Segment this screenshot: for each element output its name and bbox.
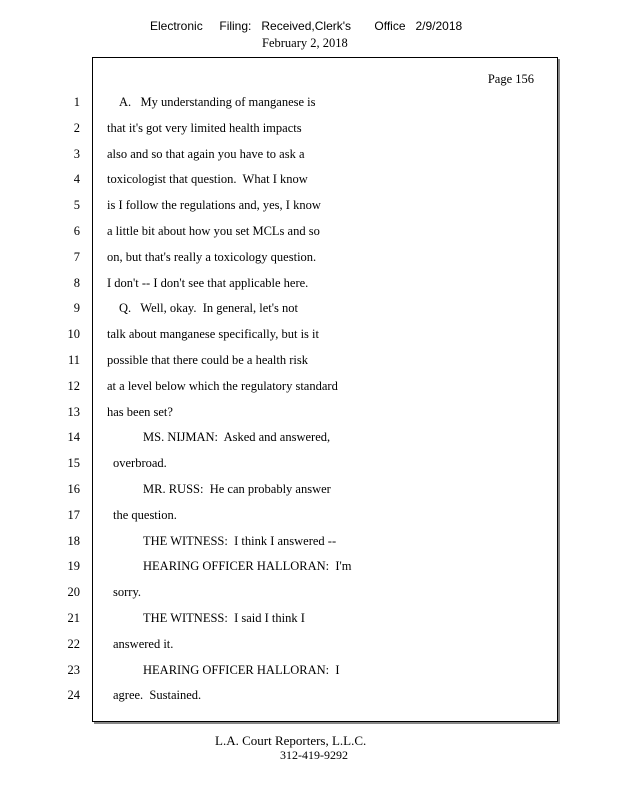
transcript-line: HEARING OFFICER HALLORAN: I [143, 663, 340, 677]
transcript-line: talk about manganese specifically, but is it [107, 327, 319, 341]
filing-stamp-line: Electronic Filing: Received,Clerk's Office 2/9/2018 [150, 19, 463, 33]
line-number: 18 [67, 534, 80, 548]
page-number: Page 156 [487, 72, 534, 86]
line-number: 15 [67, 456, 80, 470]
line-number: 1 [73, 95, 80, 109]
transcript-line: toxicologist that question. What I know [107, 172, 308, 186]
filing-stamp-header [0, 19, 618, 53]
transcript-line: THE WITNESS: I said I think I [143, 611, 305, 625]
line-number: 4 [73, 172, 80, 186]
line-number: 23 [67, 663, 80, 677]
transcript-line: answered it. [113, 637, 174, 651]
line-number: 12 [67, 379, 80, 393]
line-number: 16 [67, 482, 80, 496]
line-number: 24 [67, 688, 80, 702]
transcript-line: that it's got very limited health impacts [107, 121, 302, 135]
footer-company: L.A. Court Reporters, L.L.C. [215, 733, 367, 748]
line-number: 17 [67, 508, 80, 522]
line-number: 20 [67, 585, 80, 599]
line-number: 7 [73, 250, 80, 264]
filing-date: February 2, 2018 [262, 36, 348, 50]
transcript-line: has been set? [107, 405, 173, 419]
transcript-line: A. My understanding of manganese is [119, 95, 316, 109]
transcript-line: a little bit about how you set MCLs and so [107, 224, 320, 238]
transcript-line: MR. RUSS: He can probably answer [143, 482, 331, 496]
footer-phone: 312-419-9292 [280, 748, 348, 762]
transcript-line: MS. NIJMAN: Asked and answered, [143, 430, 331, 444]
transcript-line: is I follow the regulations and, yes, I know [107, 198, 321, 212]
transcript-line: sorry. [113, 585, 142, 599]
transcript-line: overbroad. [113, 456, 167, 470]
line-number: 22 [67, 637, 80, 651]
transcript-line: Q. Well, okay. In general, let's not [119, 301, 298, 315]
transcript-line: agree. Sustained. [113, 688, 202, 702]
line-number: 13 [67, 405, 80, 419]
line-number: 10 [67, 327, 80, 341]
transcript-line: THE WITNESS: I think I answered -- [143, 534, 337, 548]
transcript-line: the question. [113, 508, 177, 522]
line-number: 9 [73, 301, 80, 315]
line-number: 6 [73, 224, 80, 238]
transcript-line: I don't -- I don't see that applicable here. [107, 276, 309, 290]
line-number: 5 [73, 198, 80, 212]
transcript-line: on, but that's really a toxicology question. [107, 250, 317, 264]
transcript-line: also and so that again you have to ask a [107, 147, 305, 161]
line-number: 21 [67, 611, 80, 625]
line-number: 11 [67, 353, 80, 367]
line-number: 19 [67, 559, 80, 573]
line-number: 2 [73, 121, 80, 135]
transcript-line: possible that there could be a health risk [107, 353, 308, 367]
line-number: 3 [73, 147, 80, 161]
line-number: 14 [67, 430, 80, 444]
line-number: 8 [73, 276, 80, 290]
transcript-line: at a level below which the regulatory standard [107, 379, 338, 393]
transcript-line: HEARING OFFICER HALLORAN: I'm [143, 559, 352, 573]
